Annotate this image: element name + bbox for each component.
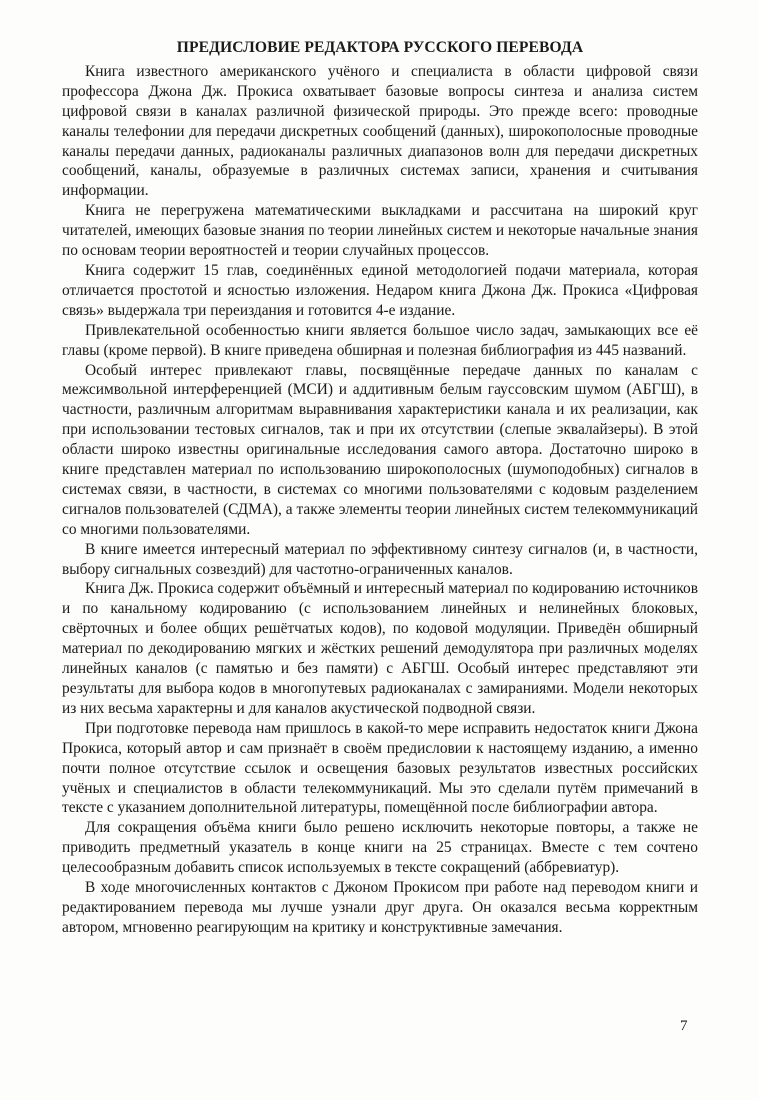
paragraph: В ходе многочисленных контактов с Джоном Прокисом при работе над переводом книги и редактированием перевода мы лучше узнали друг друга. Он оказался весьма корректным автором, мгновенно реагирующим на критику и конструктивные замечания. [62, 879, 698, 936]
paragraph: Книга не перегружена математическими выкладками и рассчитана на широкий круг читателей, имеющих базовые знания по теории линейных систем и некоторые начальные знания по основам теории вероятностей и теории случайных процессов. [62, 202, 698, 260]
paragraph: Особый интерес привлекают главы, посвящённые передаче данных по каналам с межсимвольной интерференцией (МСИ) и аддитивным белым гауссовским шумом (АБГШ), в частности, различным алгоритмам выравнивания характеристики канала и их реализации, как при использовании тестовых сигналов, так и при их отсутствии (слепые эквалайзеры). В этой области широко известны оригинальные исследования самого автора. Достаточно широко в книге представлен материал по использованию широкополосных (шумоподобных) сигналов в системах связи, в частности, в системах со многими пользователями с кодовым разделением сигналов пользователей (СДМА), а также элементы теории линейных систем телекоммуникаций со многими пользователями. [62, 361, 698, 538]
paragraph: Книга содержит 15 глав, соединённых единой методологией подачи материала, которая отличается простотой и ясностью изложения. Недаром книга Джона Дж. Прокиса «Цифровая связь» выдержала три переиздания и готовится 4-е издание. [62, 261, 698, 319]
paragraph: При подготовке перевода нам пришлось в какой-то мере исправить недостаток книги Джона Прокиса, который автор и сам признаёт в своём предисловии к настоящему изданию, а именно почти полное отсутствие ссылок и освещения базовых результатов известных российских учёных и специалистов в области телекоммуникаций. Мы это сделали путём примечаний в тексте с указанием дополнительной литературы, помещённой после библиографии автора. [62, 719, 698, 817]
page-number: 7 [680, 1018, 688, 1034]
page-title: ПРЕДИСЛОВИЕ РЕДАКТОРА РУССКОГО ПЕРЕВОДА [176, 39, 584, 56]
paragraph: Для сокращения объёма книги было решено исключить некоторые повторы, а также не приводить предметный указатель в конце книги на 25 страницах. Вместе с тем сочтено целесообразным добавить список используемых в тексте сокращений (аббревиатур). [62, 819, 698, 877]
paragraph: Привлекательной особенностью книги является большое число задач, замыкающих все её главы (кроме первой). В книге приведена обширная и полезная библиография из 445 названий. [62, 321, 698, 359]
paragraph: Книга Дж. Прокиса содержит объёмный и интересный материал по кодированию источников и по канальному кодированию (с использованием линейных и нелинейных блоковых, свёрточных и более общих решётчатых кодов), по кодовой модуляции. Приведён обширный материал по декодированию мягких и жёстких решений демодулятора при различных моделях линейных каналов (с памятью и без памяти) с АБГШ. Особый интерес представляют эти результаты для выбора кодов в многопутевых радиоканалах с замираниями. Модели некоторых из них весьма характерны и для каналов акустической подводной связи. [62, 580, 698, 717]
paragraph: В книге имеется интересный материал по эффективному синтезу сигналов (и, в частности, выбору сигнальных созвездий) для частотно-ограниченных каналов. [62, 540, 698, 578]
document-body [62, 38, 698, 938]
paragraph: Книга известного американского учёного и специалиста в области цифровой связи профессора Джона Дж. Прокиса охватывает базовые вопросы синтеза и анализа систем цифровой связи в каналах различной физической природы. Это прежде всего: проводные каналы телефонии для передачи дискретных сообщений (данных), широкополосные проводные каналы передачи данных, радиоканалы различных диапазонов волн для передачи дискретных сообщений, каналы, образуемые в различных системах записи, хранения и считывания информации. [62, 62, 698, 200]
